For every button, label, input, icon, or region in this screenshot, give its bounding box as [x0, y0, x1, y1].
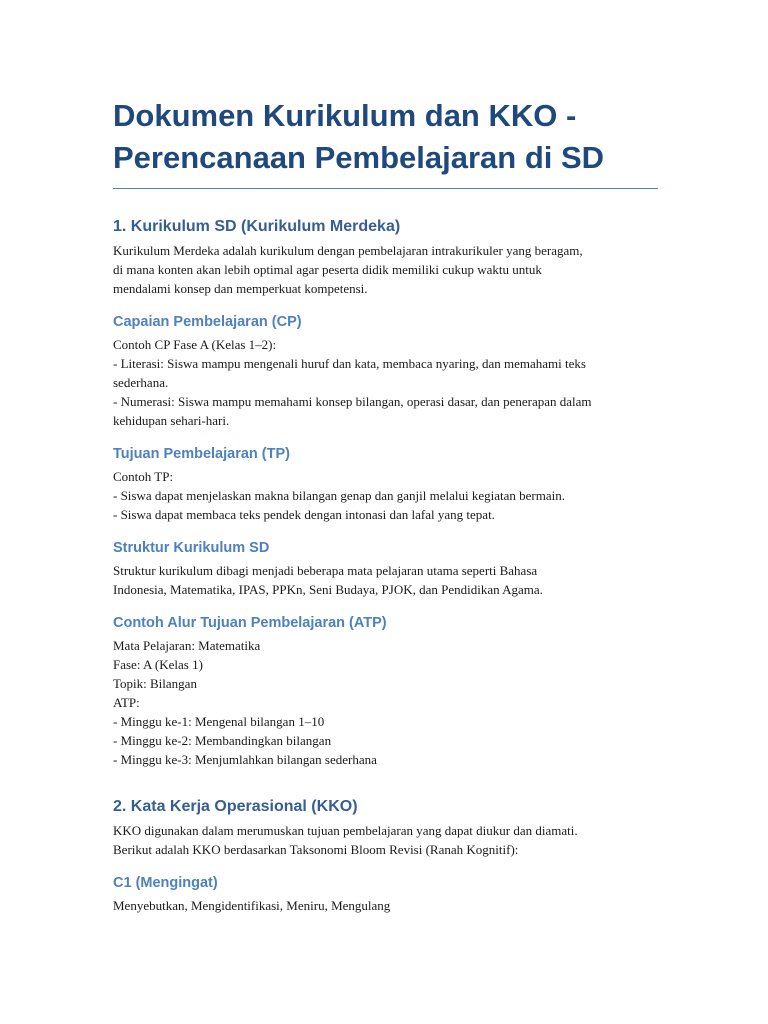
atp-heading: Contoh Alur Tujuan Pembelajaran (ATP): [113, 615, 387, 631]
paragraph-line: Mata Pelajaran: Matematika: [113, 638, 261, 653]
paragraph-line: Kurikulum Merdeka adalah kurikulum dengan pembelajaran intrakurikuler yang beragam,: [113, 243, 583, 258]
paragraph-line: kehidupan sehari-hari.: [113, 413, 230, 428]
cp-heading: Capaian Pembelajaran (CP): [113, 314, 302, 330]
paragraph-line: Indonesia, Matematika, IPAS, PPKn, Seni Budaya, PJOK, dan Pendidikan Agama.: [113, 582, 543, 597]
paragraph-line: Contoh TP:: [113, 469, 174, 484]
paragraph-line: sederhana.: [113, 375, 169, 390]
title-line-1: Dokumen Kurikulum dan KKO -: [113, 98, 577, 133]
paragraph-line: Struktur kurikulum dibagi menjadi beberapa mata pelajaran utama seperti Bahasa: [113, 563, 538, 578]
paragraph-line: - Literasi: Siswa mampu mengenali huruf dan kata, membaca nyaring, dan memahami teks: [113, 356, 586, 371]
atp-text: [113, 636, 658, 769]
paragraph-line: Menyebutkan, Mengidentifikasi, Meniru, Mengulang: [113, 898, 391, 913]
struktur-text: [113, 561, 658, 599]
tp-heading: Tujuan Pembelajaran (TP): [113, 446, 290, 462]
section-2-heading: 2. Kata Kerja Operasional (KKO): [113, 798, 358, 815]
paragraph-line: - Minggu ke-1: Mengenal bilangan 1–10: [113, 714, 325, 729]
section-2-intro: [113, 821, 658, 859]
paragraph-line: - Minggu ke-3: Menjumlahkan bilangan sederhana: [113, 752, 377, 767]
paragraph-line: Topik: Bilangan: [113, 676, 197, 691]
paragraph-line: - Minggu ke-2: Membandingkan bilangan: [113, 733, 332, 748]
paragraph-line: - Siswa dapat membaca teks pendek dengan intonasi dan lafal yang tepat.: [113, 507, 495, 522]
paragraph-line: mendalami konsep dan memperkuat kompetensi.: [113, 281, 368, 296]
paragraph-line: Fase: A (Kelas 1): [113, 657, 203, 672]
paragraph-line: - Siswa dapat menjelaskan makna bilangan genap dan ganjil melalui kegiatan bermain.: [113, 488, 565, 503]
section-1-heading: 1. Kurikulum SD (Kurikulum Merdeka): [113, 218, 401, 235]
paragraph-line: - Numerasi: Siswa mampu memahami konsep bilangan, operasi dasar, dan penerapan dalam: [113, 394, 592, 409]
paragraph-line: Contoh CP Fase A (Kelas 1–2):: [113, 337, 277, 352]
document-title: [113, 95, 658, 189]
title-line-2: Perencanaan Pembelajaran di SD: [113, 140, 605, 175]
paragraph-line: di mana konten akan lebih optimal agar peserta didik memiliki cukup waktu untuk: [113, 262, 542, 277]
struktur-heading: Struktur Kurikulum SD: [113, 540, 270, 556]
paragraph-line: Berikut adalah KKO berdasarkan Taksonomi Bloom Revisi (Ranah Kognitif):: [113, 842, 519, 857]
c1-text: [113, 896, 658, 915]
paragraph-line: ATP:: [113, 695, 140, 710]
c1-heading: C1 (Mengingat): [113, 875, 218, 891]
document-content: [113, 95, 658, 915]
section-1-intro: [113, 241, 658, 298]
paragraph-line: KKO digunakan dalam merumuskan tujuan pembelajaran yang dapat diukur dan diamati.: [113, 823, 578, 838]
tp-text: [113, 467, 658, 524]
cp-text: [113, 335, 658, 430]
